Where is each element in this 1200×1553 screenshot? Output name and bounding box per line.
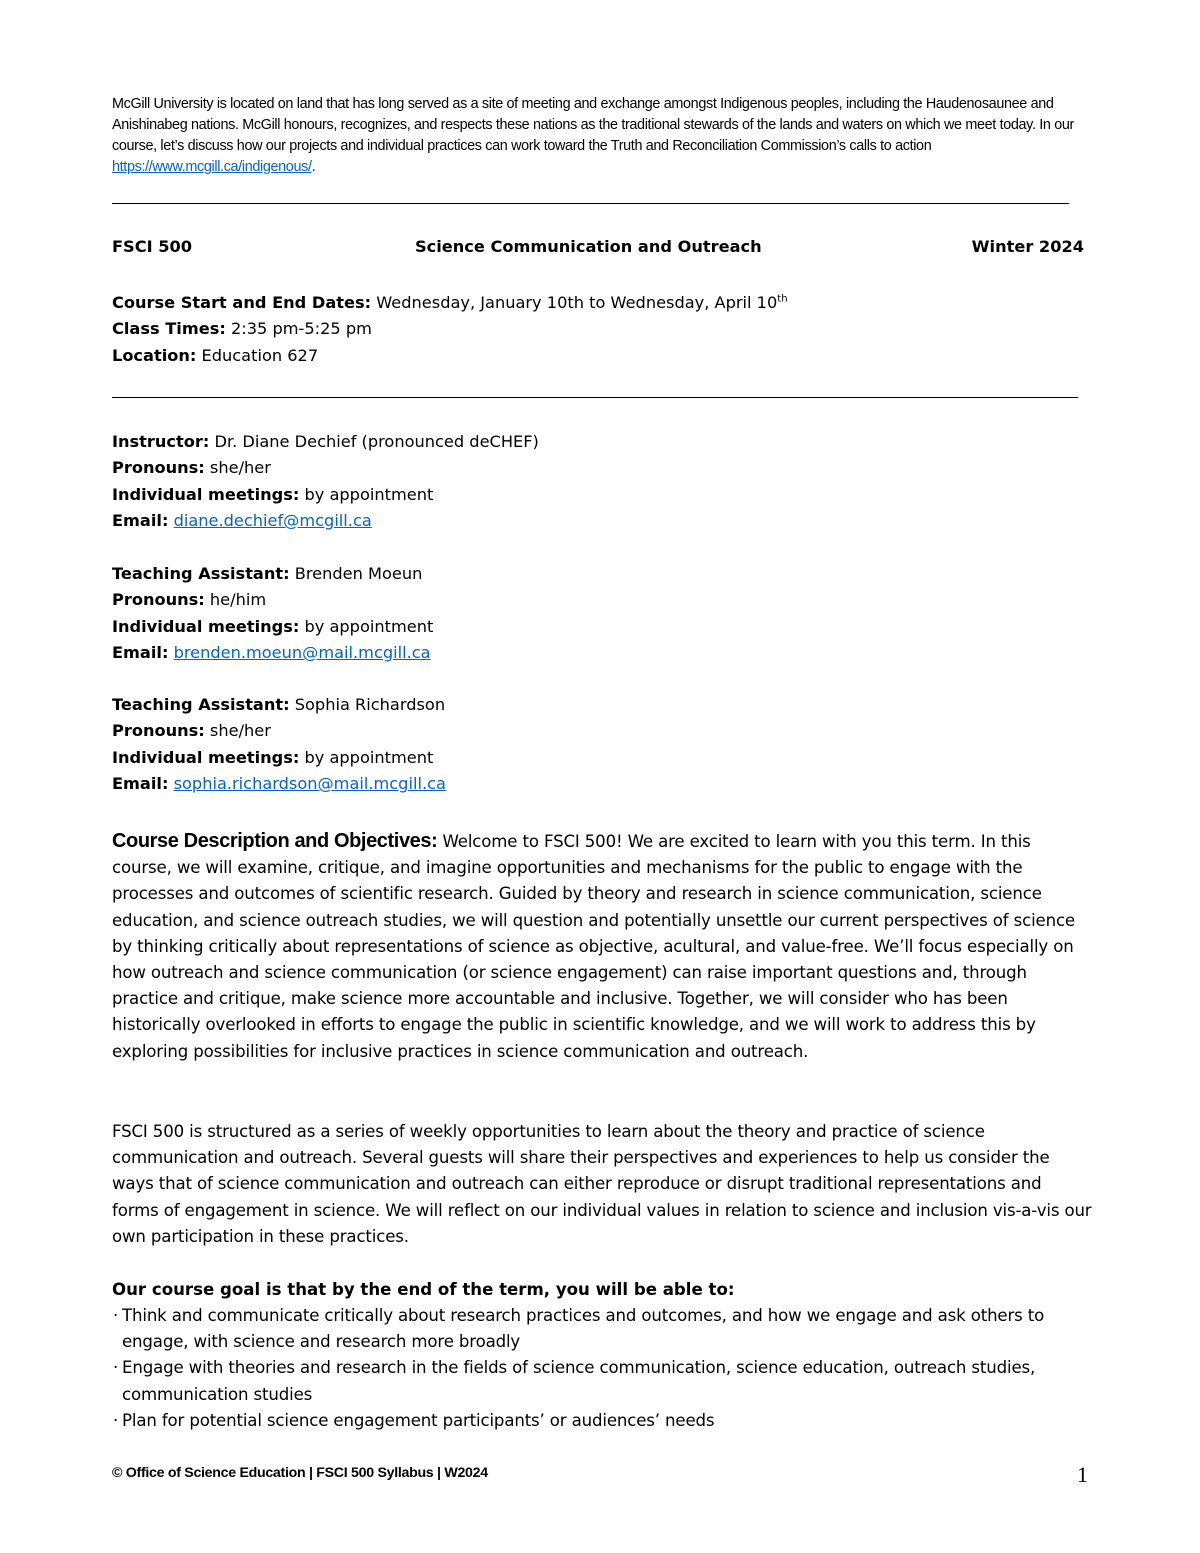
course-dates: Course Start and End Dates: Wednesday, January 10th to Wednesday, April 10th	[112, 293, 788, 312]
indigenous-link[interactable]: https://www.mcgill.ca/indigenous/	[112, 159, 312, 175]
course-code: FSCI 500	[112, 237, 193, 256]
page-number: 1	[1077, 1462, 1088, 1487]
ta-meetings: Individual meetings: by appointment	[112, 747, 434, 767]
ta-email-link[interactable]: brenden.moeun@mail.mcgill.ca	[173, 642, 431, 662]
ta-email: Email: sophia.richardson@mail.mcgill.ca	[112, 773, 446, 793]
ta-email: Email: brenden.moeun@mail.mcgill.ca	[112, 642, 431, 662]
instructor-email-link[interactable]: diane.dechief@mcgill.ca	[173, 510, 372, 530]
instructor-meetings: Individual meetings: by appointment	[112, 484, 434, 504]
instructor-pronouns: Pronouns: she/her	[112, 458, 271, 478]
course-description	[112, 828, 1092, 1065]
course-structure-paragraph: FSCI 500 is structured as a series of weekly opportunities to learn about the theory and practice of science communication and outreach. Several guests will share their perspectives and experiences to help us consider the ways that of science communication and outreach can either reproduce or disrupt traditional representations and forms of engagement in science. We will reflect on our individual values in relation to science and inclusion vis-a-vis our own participation in these practices.	[112, 1122, 1092, 1246]
course-description-heading: Course Description and Objectives:	[112, 830, 438, 852]
divider-middle	[112, 397, 1078, 398]
course-term: Winter 2024	[971, 237, 1084, 256]
course-info	[112, 290, 788, 369]
land-acknowledgement	[112, 94, 1087, 178]
instructor-email: Email: diane.dechief@mcgill.ca	[112, 510, 372, 530]
ta-meetings: Individual meetings: by appointment	[112, 616, 434, 636]
ta-block-2	[112, 692, 446, 797]
footer-text: © Office of Science Education | FSCI 500 Syllabus | W2024	[112, 1465, 488, 1481]
ta-email-link[interactable]: sophia.richardson@mail.mcgill.ca	[173, 773, 446, 793]
goals-list	[112, 1303, 1092, 1434]
ta-pronouns: Pronouns: he/him	[112, 590, 267, 610]
ta-pronouns: Pronouns: she/her	[112, 721, 271, 741]
instructor-block	[112, 429, 539, 534]
class-location: Location: Education 627	[112, 345, 319, 365]
goals-heading: Our course goal is that by the end of the term, you will be able to:	[112, 1280, 735, 1299]
class-times: Class Times: 2:35 pm-5:25 pm	[112, 319, 372, 339]
ta-name: Teaching Assistant: Sophia Richardson	[112, 695, 446, 714]
divider-top	[112, 203, 1069, 204]
ta-block-1	[112, 561, 433, 666]
land-acknowledgement-text: McGill University is located on land that has long served as a site of meeting and exchange amongst Indigenous peoples, including the Haudenosaunee and Anishinabeg nations. McGill honours, recognizes, and respects these nations as the traditional stewards of the lands and waters on which we meet today. In our course, let’s discuss how our projects and individual practices can work toward the Truth and Reconciliation Commission’s calls to action	[112, 96, 1074, 154]
instructor-name: Instructor: Dr. Diane Dechief (pronounced deCHEF)	[112, 432, 539, 451]
course-description-text: Welcome to FSCI 500! We are excited to learn with you this term. In this course, we will examine, critique, and imagine opportunities and mechanisms for the public to engage with the processes and outcomes of scientific research. Guided by theory and research in science communication, science education, and science outreach studies, we will question and potentially unsettle our current perspectives of science by thinking critically about representations of science as objective, acultural, and value-free. We’ll focus especially on how outreach and science communication (or science engagement) can raise important questions and, through practice and critique, make science more accountable and inclusive. Together, we will consider who has been historically overlooked in efforts to engage the public in scientific knowledge, and we will work to address this by exploring possibilities for inclusive practices in science communication and outreach.	[112, 832, 1075, 1061]
course-title: Science Communication and Outreach	[415, 237, 762, 256]
list-item: · Think and communicate critically about research practices and outcomes, and how we engage and ask others to engage, with science and research more broadly	[112, 1303, 1092, 1355]
ta-name: Teaching Assistant: Brenden Moeun	[112, 564, 423, 583]
land-acknowledgement-end: .	[311, 159, 316, 175]
list-item: · Plan for potential science engagement participants’ or audiences’ needs	[112, 1408, 1092, 1434]
list-item: · Engage with theories and research in the fields of science communication, science education, outreach studies, communication studies	[112, 1355, 1092, 1407]
